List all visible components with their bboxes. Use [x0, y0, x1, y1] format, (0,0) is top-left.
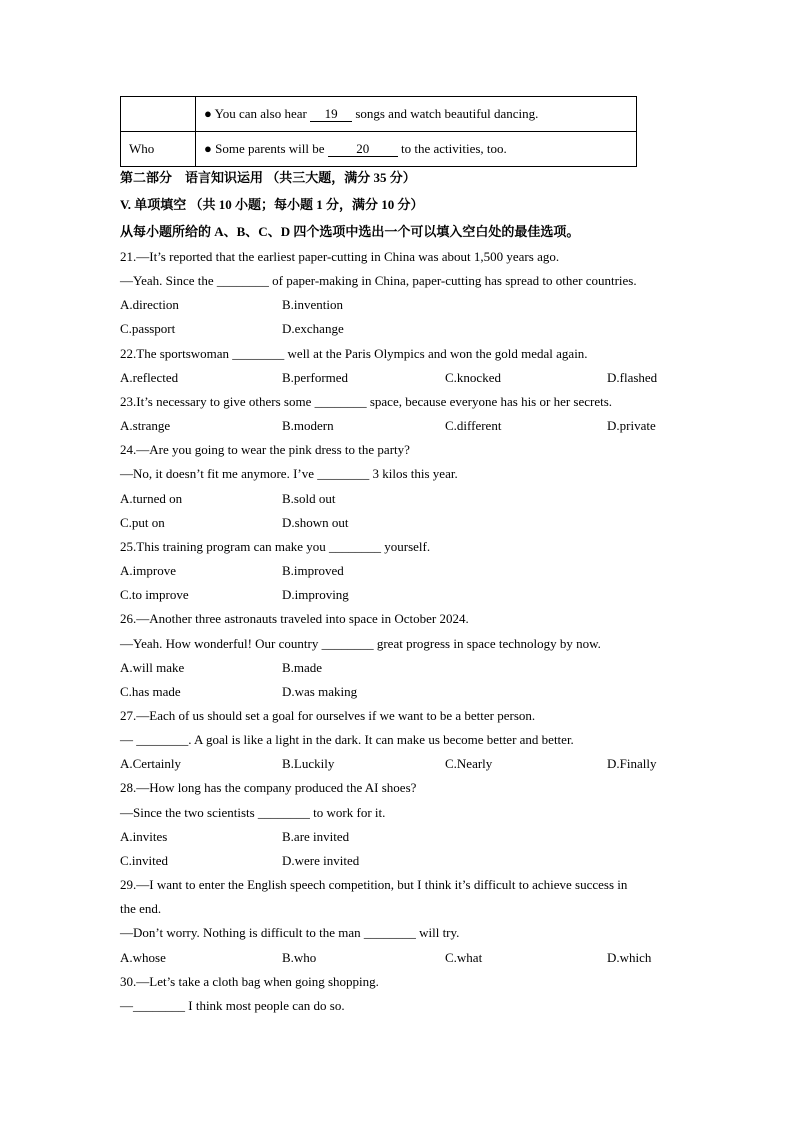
options — [120, 366, 720, 390]
option-d: D.which — [607, 949, 652, 965]
cell-text: to the activities, too. — [397, 141, 507, 156]
options — [120, 559, 720, 607]
option-c: C.different — [445, 418, 502, 434]
option-c: C.what — [445, 949, 483, 965]
question-list — [120, 245, 720, 1018]
options — [120, 293, 720, 341]
cell-text: ● Some parents will be — [204, 141, 328, 156]
question-line: —________ I think most people can do so. — [120, 997, 345, 1013]
question-30 — [120, 970, 720, 1018]
question-line: —No, it doesn’t fit me anymore. I’ve ________ 3 kilos this year. — [120, 466, 458, 482]
blank-number: 19 — [310, 107, 352, 122]
option-b: B.who — [282, 949, 317, 965]
option-c: C.Nearly — [445, 756, 493, 772]
option-d: D.Finally — [607, 756, 657, 772]
option-a: A.improve — [120, 563, 176, 579]
options — [120, 656, 720, 704]
option-a: A.whose — [120, 949, 166, 965]
option-c: C.put on — [120, 514, 165, 530]
question-23 — [120, 390, 720, 438]
option-d: D.was making — [282, 683, 358, 699]
option-c: C.to improve — [120, 587, 189, 603]
question-line: 29.—I want to enter the English speech competition, but I think it’s difficult to achieve success in — [120, 877, 628, 893]
option-d: D.exchange — [282, 321, 344, 337]
question-29 — [120, 873, 720, 970]
table-row — [121, 97, 637, 132]
question-28 — [120, 776, 720, 873]
option-a: A.turned on — [120, 490, 183, 506]
option-c: C.has made — [120, 683, 181, 699]
option-b: B.Luckily — [282, 756, 335, 772]
question-line: 25.This training program can make you ________ yourself. — [120, 538, 431, 554]
section-header — [120, 164, 579, 245]
question-24 — [120, 438, 720, 535]
question-line: —Since the two scientists ________ to work for it. — [120, 804, 386, 820]
option-a: A.Certainly — [120, 756, 182, 772]
option-b: B.invention — [282, 297, 344, 313]
options — [120, 752, 720, 776]
options — [120, 487, 720, 535]
question-line: 27.—Each of us should set a goal for ourselves if we want to be a better person. — [120, 707, 536, 723]
option-b: B.made — [282, 659, 323, 675]
option-a: A.strange — [120, 418, 171, 434]
instruction: 从每小题所给的 A、B、C、D 四个选项中选出一个可以填入空白处的最佳选项。 — [120, 224, 580, 239]
question-line: —Yeah. How wonderful! Our country ________ great progress in space technology by now. — [120, 635, 601, 651]
table-cell-label: Who — [121, 132, 196, 167]
section-title: V. 单项填空 （共 10 小题；每小题 1 分，满分 10 分） — [120, 197, 424, 212]
option-b: B.improved — [282, 563, 344, 579]
cell-text: ● You can also hear — [204, 106, 311, 121]
question-line: 23.It’s necessary to give others some ________ space, because everyone has his or her secrets. — [120, 393, 613, 409]
question-line: —Don’t worry. Nothing is difficult to the man ________ will try. — [120, 925, 460, 941]
question-line: —Yeah. Since the ________ of paper-making in China, paper-cutting has spread to other countries. — [120, 273, 637, 289]
option-d: D.shown out — [282, 514, 349, 530]
option-d: D.flashed — [607, 369, 658, 385]
part-title: 第二部分 语言知识运用 （共三大题，满分 35 分） — [120, 170, 416, 185]
question-line: 24.—Are you going to wear the pink dress to the party? — [120, 442, 410, 458]
options — [120, 825, 720, 873]
table-row — [121, 132, 637, 167]
options — [120, 414, 720, 438]
option-d: D.were invited — [282, 852, 360, 868]
option-b: B.sold out — [282, 490, 336, 506]
question-line: — ________. A goal is like a light in the dark. It can make us become better and better. — [120, 732, 574, 748]
question-25 — [120, 535, 720, 607]
question-27 — [120, 704, 720, 776]
question-22 — [120, 342, 720, 390]
option-c: C.passport — [120, 321, 176, 337]
question-21 — [120, 245, 720, 342]
question-line: the end. — [120, 901, 162, 917]
option-c: C.knocked — [445, 369, 501, 385]
table-cell-content — [196, 97, 637, 132]
option-d: D.private — [607, 418, 656, 434]
option-a: A.reflected — [120, 369, 179, 385]
option-a: A.invites — [120, 828, 168, 844]
question-line: 28.—How long has the company produced the AI shoes? — [120, 780, 417, 796]
option-b: B.are invited — [282, 828, 350, 844]
blank-number: 20 — [328, 142, 398, 157]
question-line: 21.—It’s reported that the earliest paper-cutting in China was about 1,500 years ago. — [120, 249, 560, 264]
question-line: 30.—Let’s take a cloth bag when going shopping. — [120, 973, 379, 989]
option-a: A.will make — [120, 659, 185, 675]
cell-text: songs and watch beautiful dancing. — [352, 106, 539, 121]
option-c: C.invited — [120, 852, 169, 868]
option-d: D.improving — [282, 587, 349, 603]
question-line: 26.—Another three astronauts traveled into space in October 2024. — [120, 611, 469, 627]
option-b: B.modern — [282, 418, 334, 434]
table-cell-label — [121, 97, 196, 132]
question-line: 22.The sportswoman ________ well at the Paris Olympics and won the gold medal again. — [120, 345, 588, 361]
question-26 — [120, 607, 720, 704]
options — [120, 946, 720, 970]
option-a: A.direction — [120, 297, 179, 313]
option-b: B.performed — [282, 369, 349, 385]
table-cell-content — [196, 132, 637, 167]
info-table — [120, 96, 637, 167]
